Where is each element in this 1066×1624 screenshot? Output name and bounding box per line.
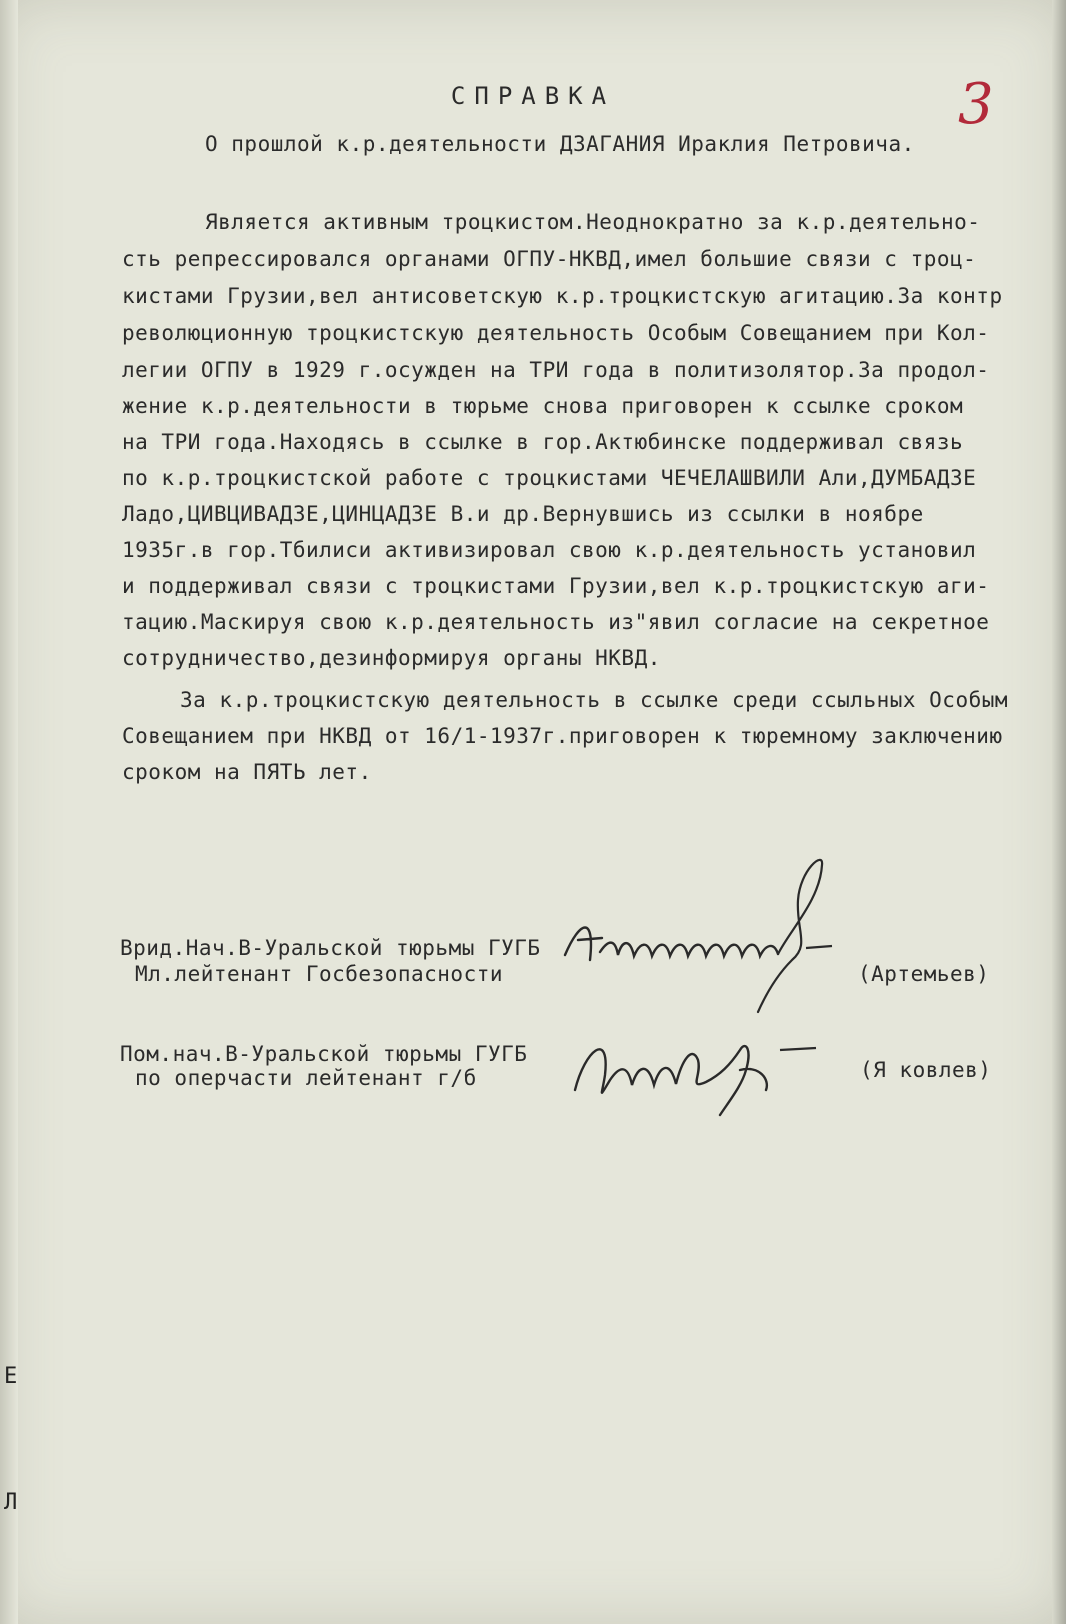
body-line: Является активным троцкистом.Неоднократно за к.р.деятельно-	[205, 210, 981, 234]
body-line: легии ОГПУ в 1929 г.осужден на ТРИ года в политизолятор.За продол-	[122, 358, 990, 382]
signature-artemyev	[560, 860, 860, 1020]
signatory-2-position-line1: Пом.нач.В-Уральской тюрьмы ГУГБ	[120, 1042, 528, 1066]
paper-right-edge	[1052, 0, 1066, 1624]
body-line: на ТРИ года.Находясь в ссылке в гор.Актюбинске поддерживал связь	[122, 430, 964, 454]
body-line: и поддерживал связи с троцкистами Грузии,вел к.р.троцкистскую аги-	[122, 574, 990, 598]
body-line: кистами Грузии,вел антисоветскую к.р.троцкистскую агитацию.За контр	[122, 284, 1003, 308]
body-line: жение к.р.деятельности в тюрьме снова приговорен к ссылке сроком	[122, 394, 964, 418]
signatory-2-position-line2: по оперчасти лейтенант г/б	[135, 1066, 477, 1090]
signatory-2-name: (Я ковлев)	[860, 1058, 992, 1082]
body-line: Совещанием при НКВД от 16/1-1937г.приговорен к тюремному заключению	[122, 724, 1003, 748]
margin-mark: Е	[4, 1364, 18, 1389]
document-subtitle: О прошлой к.р.деятельности ДЗАГАНИЯ Ираклия Петровича.	[205, 132, 915, 156]
signatory-1-position-line2: Мл.лейтенант Госбезопасности	[135, 962, 504, 986]
signatory-1-position-line1: Врид.Нач.В-Уральской тюрьмы ГУГБ	[120, 936, 541, 960]
body-line: За к.р.троцкистскую деятельность в ссылке среди ссыльных Особым	[180, 688, 1009, 712]
body-line: 1935г.в гор.Тбилиси активизировал свою к.р.деятельность установил	[122, 538, 977, 562]
body-line: по к.р.троцкистской работе с троцкистами ЧЕЧЕЛАШВИЛИ Али,ДУМБАДЗЕ	[122, 466, 977, 490]
body-line: сроком на ПЯТЬ лет.	[122, 760, 372, 784]
folio-number: 3	[958, 72, 994, 137]
body-line: сть репрессировался органами ОГПУ-НКВД,имел большие связи с троц-	[122, 247, 977, 271]
body-line: тацию.Маскируя свою к.р.деятельность из"явил согласие на секретное	[122, 610, 990, 634]
body-line: Ладо,ЦИВЦИВАДЗЕ,ЦИНЦАДЗЕ В.и др.Вернувшись из ссылки в ноябре	[122, 502, 924, 526]
body-line: революционную троцкистскую деятельность Особым Совещанием при Кол-	[122, 321, 990, 345]
margin-mark: Л	[4, 1490, 18, 1515]
signature-yakovlev	[570, 1020, 860, 1130]
document-title: СПРАВКА	[450, 82, 616, 110]
signatory-1-name: (Артемьев)	[858, 962, 990, 986]
body-line: сотрудничество,дезинформируя органы НКВД.	[122, 646, 661, 670]
